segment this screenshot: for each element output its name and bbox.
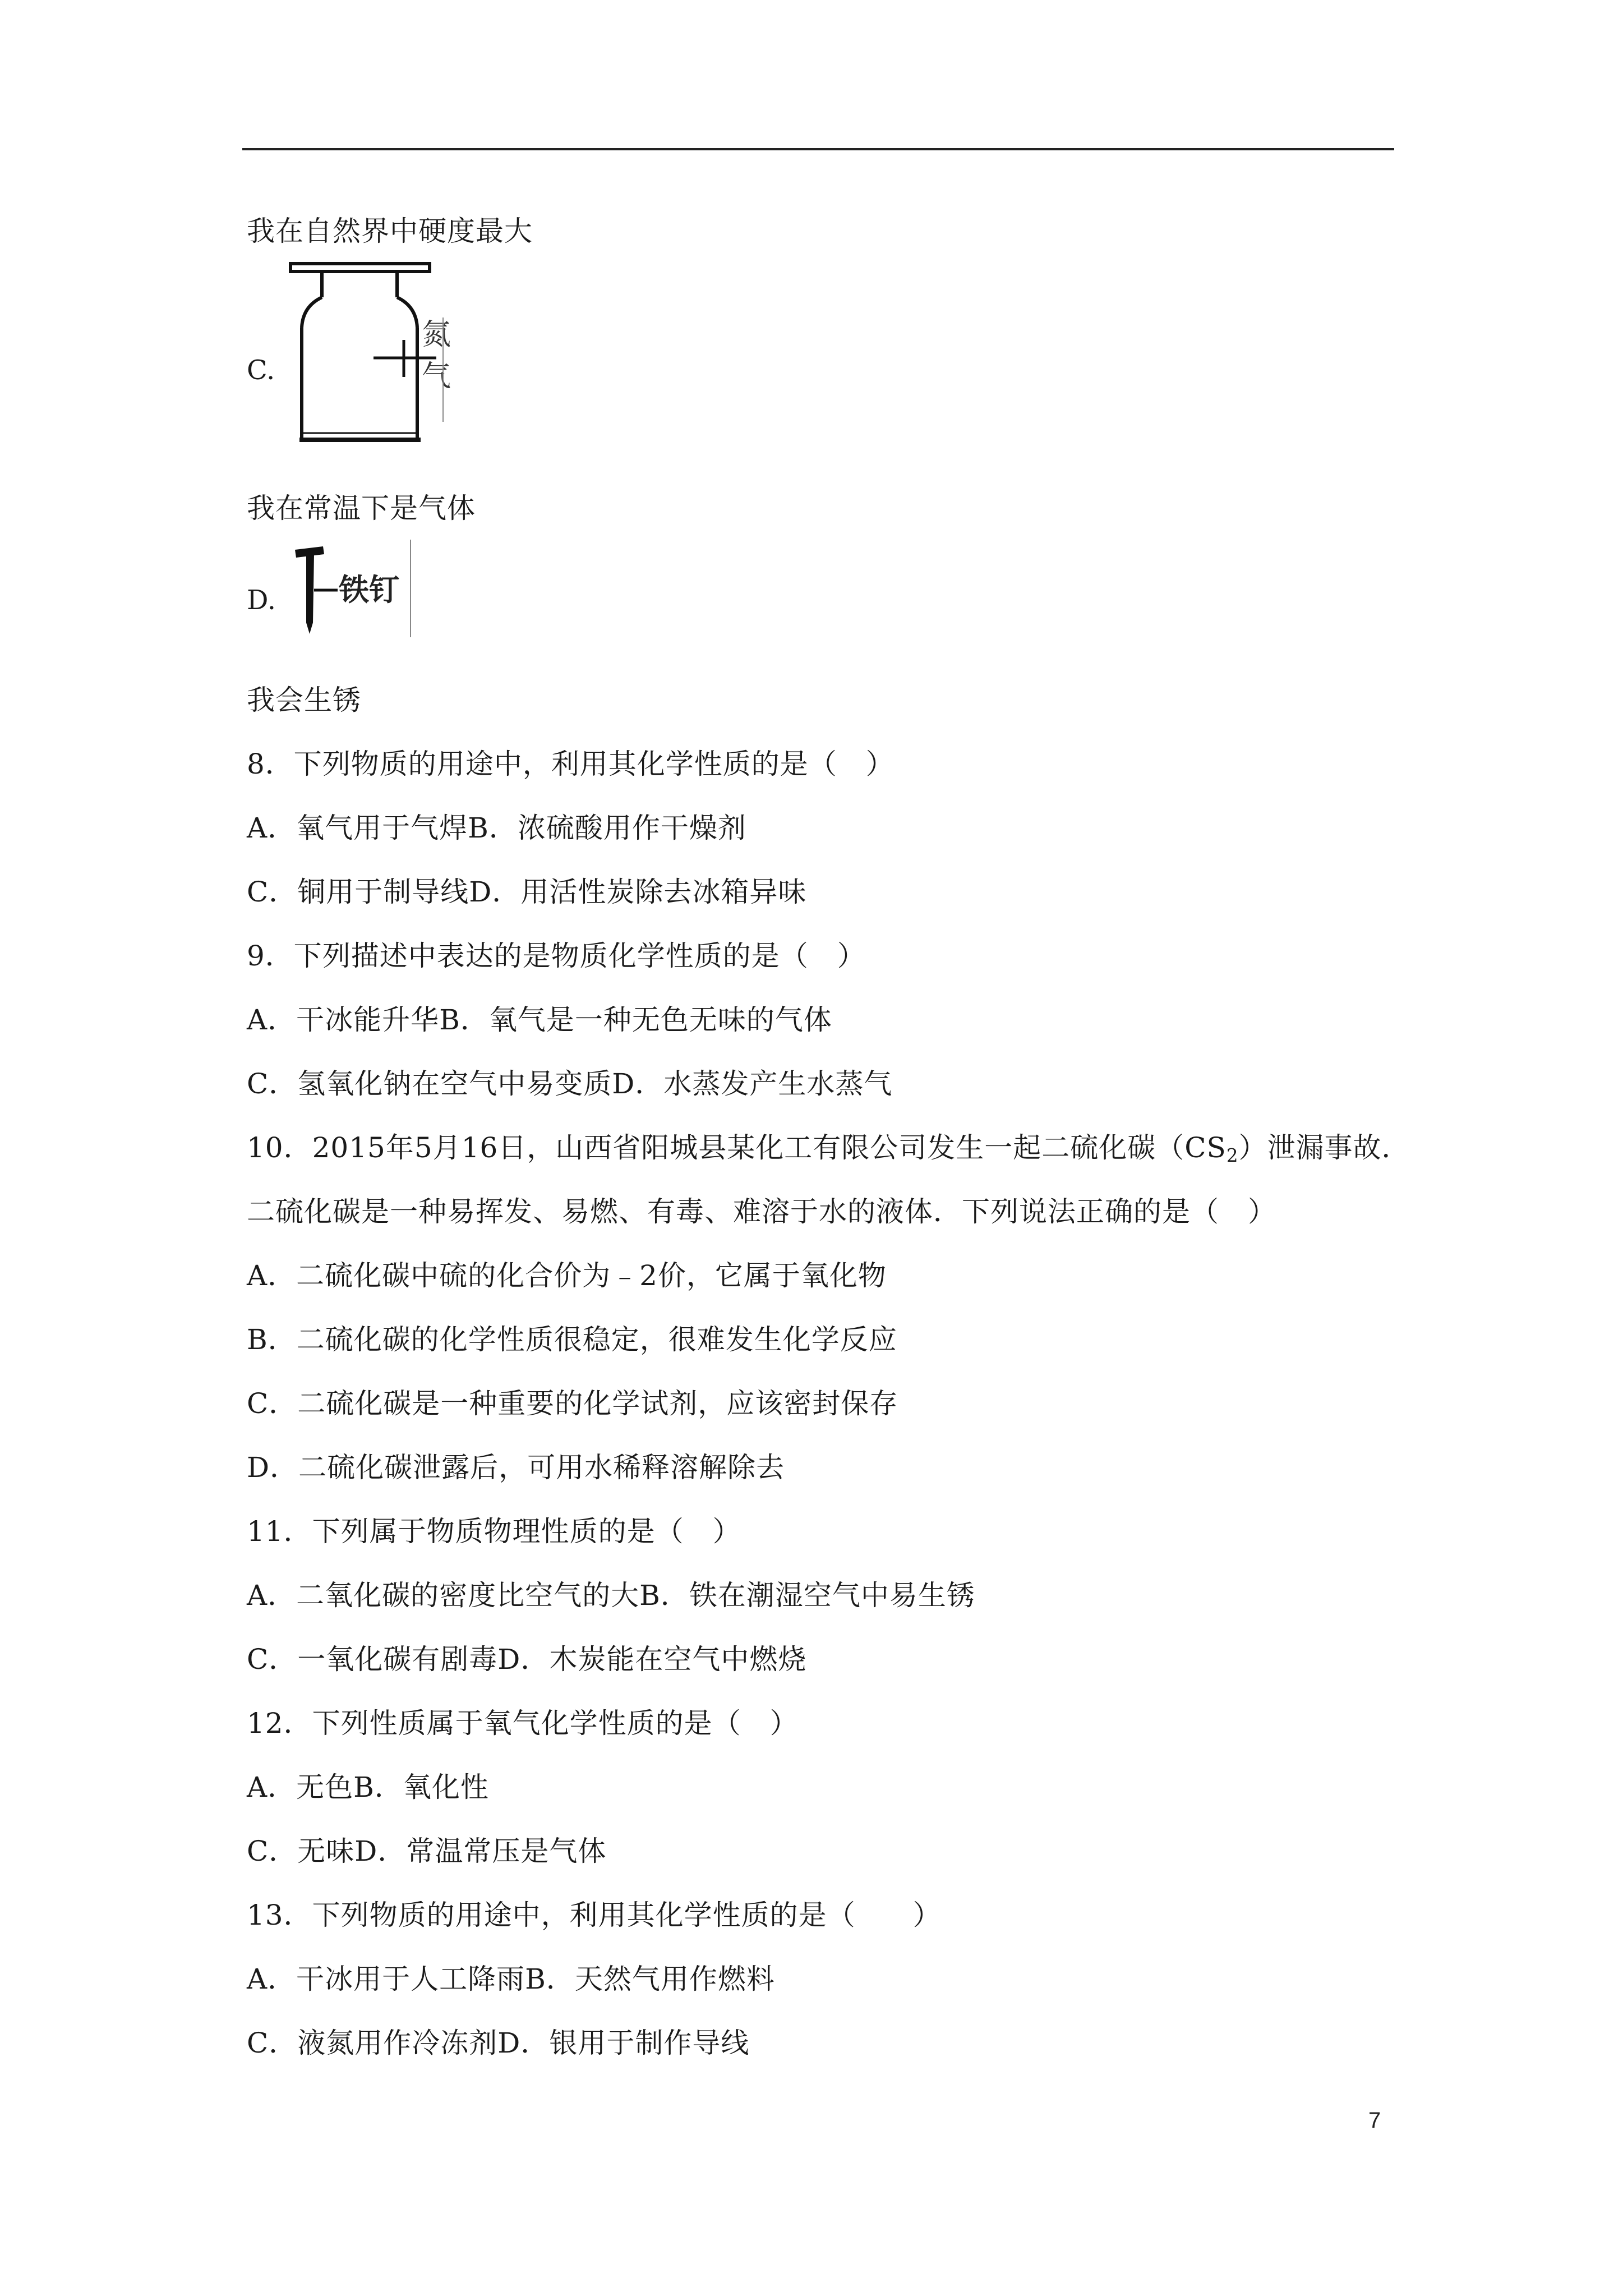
question-13-option-d: D．银用于制作导线: [497, 2027, 750, 2059]
header-rule: [242, 148, 1394, 150]
question-12-options-row-1: [247, 1770, 489, 1804]
question-10-option-b: B．二硫化碳的化学性质很稳定，很难发生化学反应: [247, 1323, 897, 1356]
question-12-option-d: D．常温常压是气体: [354, 1835, 607, 1867]
question-9-options-row-2: [247, 1067, 892, 1101]
question-8-options-row-2: [247, 875, 806, 909]
question-10-stem-part-a: 10．2015年5月16日，山西省阳城县某化工有限公司发生一起二硫化碳（CS: [247, 1131, 1227, 1164]
question-8-stem: 8．下列物质的用途中，利用其化学性质的是（ ）: [247, 748, 895, 780]
question-11-stem: 11．下列属于物质物理性质的是（ ）: [247, 1515, 741, 1548]
question-8-options-row-1: [247, 811, 746, 845]
question-11-option-b: B．铁在潮湿空气中易生锈: [639, 1579, 975, 1612]
question-11-options-row-2: [247, 1642, 806, 1676]
question-10-stem-line-2: 二硫化碳是一种易挥发、易燃、有毒、难溶于水的液体．下列说法正确的是（ ）: [247, 1195, 1276, 1228]
question-13-option-c: C．液氮用作冷冻剂: [247, 2027, 498, 2059]
question-8-option-d: D．用活性炭除去冰箱异味: [469, 876, 807, 908]
question-9-option-c: C．氢氧化钠在空气中易变质: [247, 1068, 612, 1100]
question-11-options-row-1: [247, 1579, 975, 1612]
question-13-option-b: B．天然气用作燃料: [525, 1963, 775, 1995]
option-c-label: C.: [247, 355, 275, 386]
question-13-options-row-2: [247, 2026, 749, 2060]
question-10-option-d: D．二硫化碳泄露后，可用水稀释溶解除去: [247, 1451, 785, 1484]
question-9-option-b: B．氧气是一种无色无味的气体: [439, 1004, 832, 1036]
page-number: 7: [1368, 2108, 1381, 2133]
question-8-option-a: A．氧气用于气焊: [247, 812, 468, 844]
question-10-stem-part-b: ）泄漏事故．: [1238, 1131, 1410, 1164]
question-12-option-c: C．无味: [247, 1835, 355, 1867]
question-13-option-a: A．干冰用于人工降雨: [247, 1963, 525, 1995]
option-b-caption: 我在自然界中硬度最大: [247, 215, 533, 247]
question-9-options-row-1: [247, 1003, 832, 1037]
question-11-option-d: D．木炭能在空气中燃烧: [497, 1643, 807, 1676]
nail-label: 铁钉: [339, 572, 399, 608]
iron-nail-figure: [289, 539, 413, 638]
question-10-stem-subscript: 2: [1226, 1145, 1239, 1167]
question-9-option-d: D．水蒸发产生水蒸气: [612, 1068, 893, 1100]
option-d-label: D.: [247, 585, 276, 616]
question-12-option-a: A．无色: [247, 1771, 354, 1803]
option-d-caption: 我会生锈: [247, 684, 361, 716]
bottle-label-char-2: 气: [422, 360, 451, 393]
question-8-option-b: B．浓硫酸用作干燥剂: [468, 812, 746, 844]
question-11-option-c: C．一氧化碳有剧毒: [247, 1643, 498, 1676]
question-12-options-row-2: [247, 1834, 606, 1868]
question-13-options-row-1: [247, 1962, 775, 1996]
question-11-option-a: A．二氧化碳的密度比空气的大: [247, 1579, 640, 1612]
question-9-stem: 9．下列描述中表达的是物质化学性质的是（ ）: [247, 940, 866, 972]
question-10-stem-line-1: [247, 1131, 1410, 1165]
bottle-label-char-1: 氮: [422, 318, 451, 352]
question-8-option-c: C．铜用于制导线: [247, 876, 469, 908]
question-12-option-b: B．氧化性: [353, 1771, 489, 1803]
option-c-caption: 我在常温下是气体: [247, 492, 476, 524]
question-13-stem: 13．下列物质的用途中，利用其化学性质的是（ ）: [247, 1899, 942, 1931]
question-12-stem: 12．下列性质属于氧气化学性质的是（ ）: [247, 1707, 799, 1740]
question-10-option-c: C．二硫化碳是一种重要的化学试剂，应该密封保存: [247, 1387, 898, 1420]
question-9-option-a: A．干冰能升华: [247, 1004, 440, 1036]
question-10-option-a: A．二硫化碳中硫的化合价为﹣2价，它属于氧化物: [247, 1259, 887, 1292]
gas-bottle-figure: [289, 261, 451, 447]
